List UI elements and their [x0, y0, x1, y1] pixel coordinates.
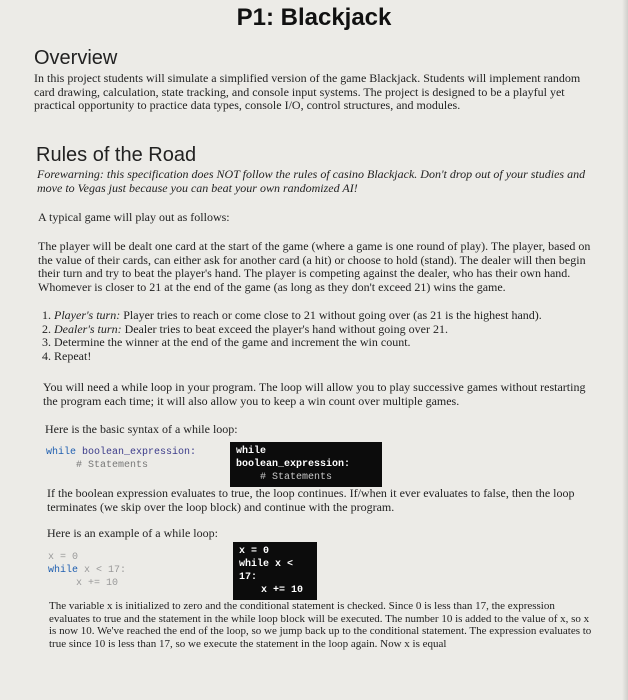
- code-keyword: while: [236, 446, 267, 457]
- turn-list: [38, 309, 598, 363]
- code-line: x = 0: [239, 546, 270, 557]
- code-text: boolean_expression:: [76, 447, 197, 458]
- list-item-label: Dealer's turn:: [54, 321, 122, 336]
- page-edge-shadow: [622, 0, 628, 700]
- code-comment: # Statements: [260, 472, 333, 483]
- example-intro: Here is an example of a while loop:: [47, 526, 218, 540]
- game-description: The player will be dealt one card at the start of the game (where a game is one round of play). The player, based on the value of their cards, can either ask for another card (a hit) or choose to hold (stand). The dealer will then begin their turn and try to beat the player's hand. The player is competing against the dealer, who has their own hand. Whomever is closer to 21 at the end of the game (as long as they don't exceed 21) wins the game.: [38, 239, 591, 294]
- list-item-text: Repeat!: [54, 348, 92, 363]
- code-line: x += 10: [261, 585, 304, 596]
- code-comment: # Statements: [76, 460, 149, 471]
- list-item: [54, 309, 598, 323]
- code-keyword: while: [239, 559, 270, 570]
- overview-heading: Overview: [34, 47, 118, 69]
- list-item-text: Player tries to reach or come close to 21 without going over (as 21 is the highest hand).: [120, 308, 542, 322]
- forewarning-text: Forewarning: this specification does NOT follow the rules of casino Blackjack. Don't drop out of your studies and move to Vegas just because you can beat your own randomized AI!: [37, 167, 586, 195]
- while-loop-need-text: You will need a while loop in your program. The loop will allow you to play successive games without restarting the program each time; it will also allow you to keep a win count over multiple games.: [43, 380, 586, 408]
- example-code-dark: [233, 542, 317, 600]
- typical-game-intro: A typical game will play out as follows:: [38, 210, 230, 224]
- code-keyword: while: [48, 565, 79, 576]
- syntax-code-dark: [230, 442, 382, 487]
- code-keyword: while: [46, 447, 77, 458]
- code-line: x = 0: [48, 552, 79, 563]
- code-line: x += 10: [76, 578, 119, 589]
- list-item-text: Determine the winner at the end of the game and increment the win count.: [54, 335, 411, 349]
- list-item-label: Player's turn:: [54, 308, 121, 322]
- code-text: boolean_expression:: [236, 459, 351, 470]
- page-title: P1: Blackjack: [236, 4, 392, 31]
- list-item: [54, 350, 598, 364]
- code-text: x < 17:: [239, 559, 294, 583]
- rules-heading: Rules of the Road: [36, 144, 197, 166]
- list-item: [54, 323, 598, 337]
- code-text: x < 17:: [78, 565, 127, 576]
- list-item-text: Dealer tries to beat exceed the player's hand without going over 21.: [121, 321, 448, 336]
- syntax-code-light: [46, 446, 196, 472]
- loop-walkthrough: The variable x is initialized to zero and the conditional statement is checked. Since 0 is less than 17, the expression evaluates to true and the statement in the while loop block will be executed. The number 10 is added to the value of x, so x is now 10. We've reached the end of the loop, so we jump back up to the conditional statement. The expression evaluates to true since 10 is less than 17, so we execute the statement in the loop again. Now x is equal: [49, 600, 592, 650]
- list-item: [54, 336, 598, 350]
- syntax-intro: Here is the basic syntax of a while loop:: [45, 422, 238, 436]
- boolean-explanation: If the boolean expression evaluates to true, the loop continues. If/when it ever evaluates to false, then the loop terminates (we skip over the loop block) and continue with the program.: [47, 486, 575, 514]
- example-code-light: [48, 551, 126, 590]
- overview-text: In this project students will simulate a simplified version of the game Blackjack. Students will implement random card drawing, calculation, state tracking, and console input systems. The project is designed to be a playful yet practical opportunity to practice data types, console I/O, control structures, and modules.: [34, 71, 581, 112]
